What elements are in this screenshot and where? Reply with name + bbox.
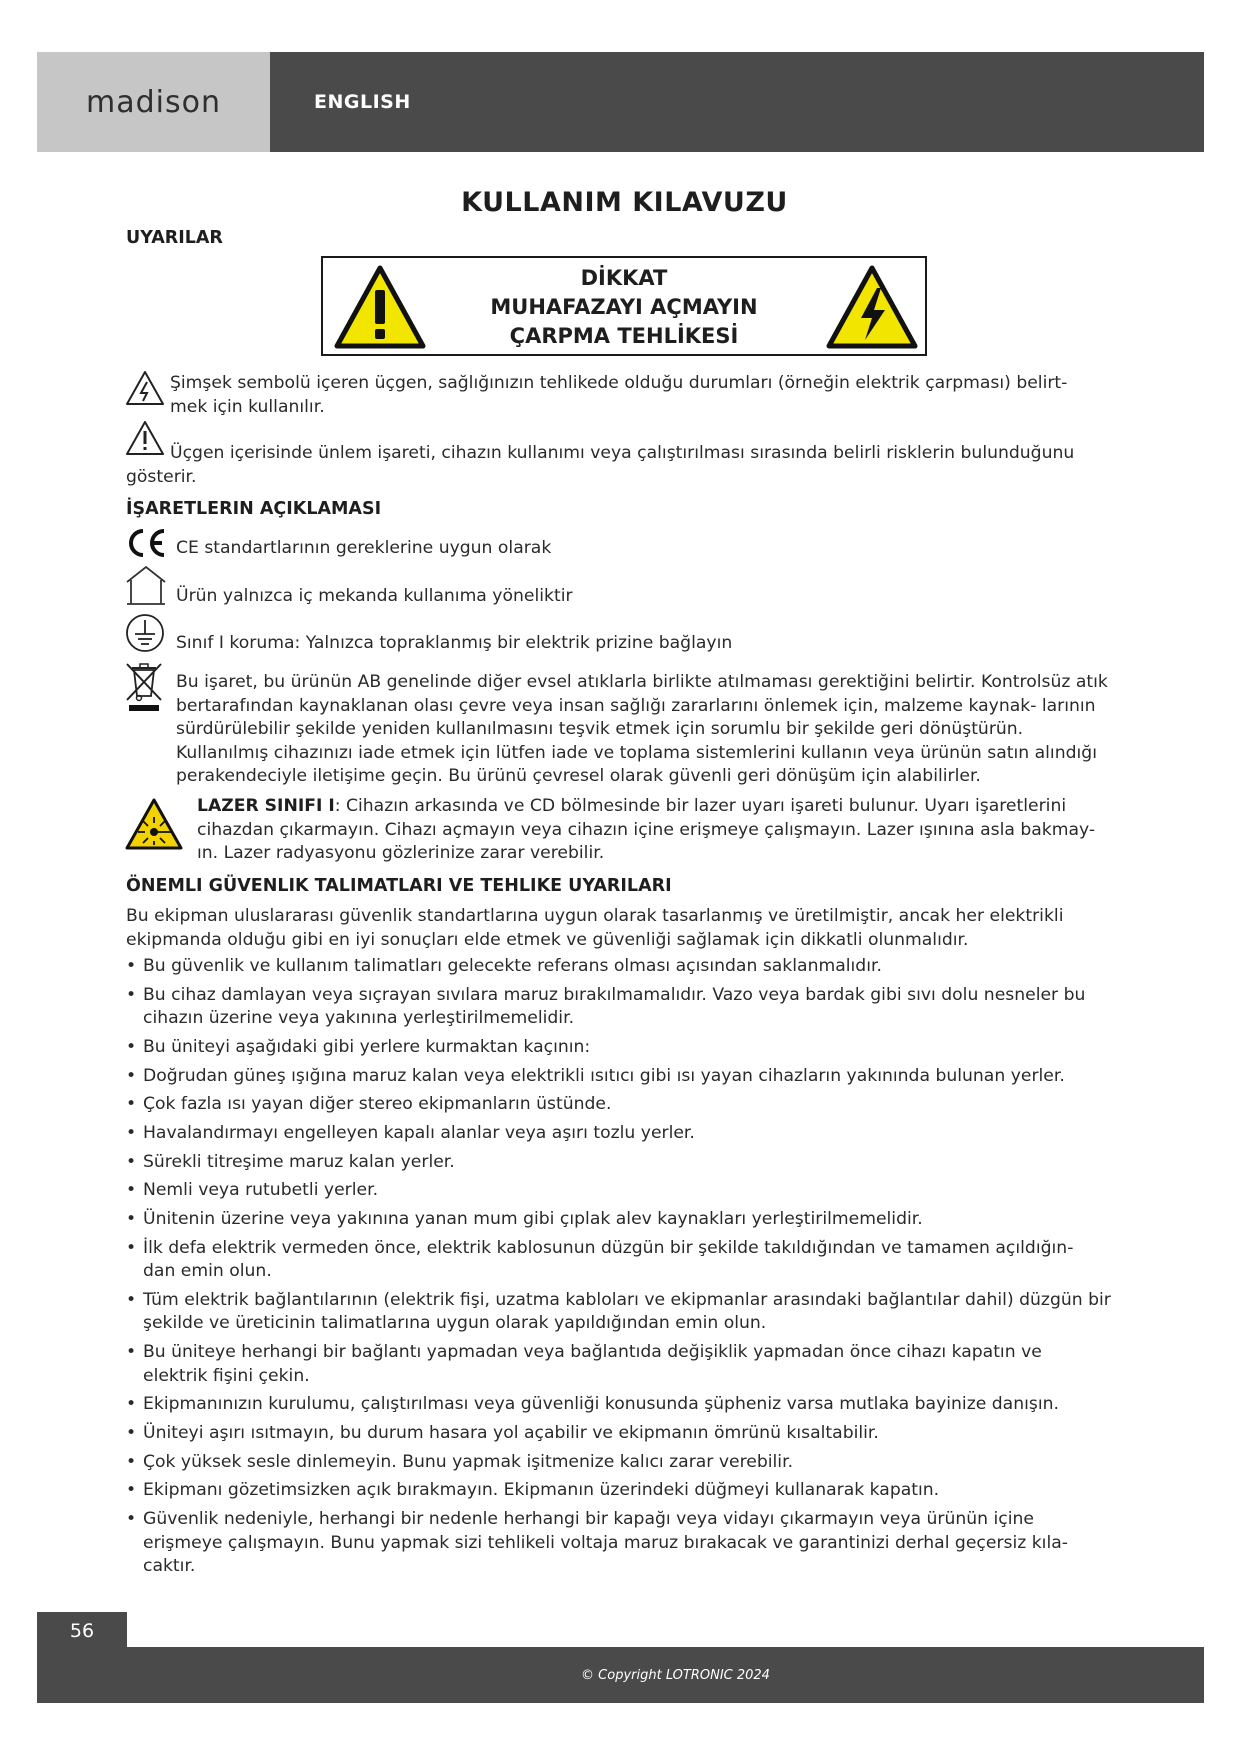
language-label: ENGLISH (314, 91, 411, 113)
page-number: 56 (37, 1612, 127, 1650)
caution-box (321, 256, 927, 356)
laser-class-label: LAZER SINIFI I (197, 796, 335, 816)
indoor-text: Ürün yalnızca iç mekanda kullanıma yöneliktir (176, 586, 573, 606)
warnings-heading: UYARILAR (126, 228, 223, 248)
weee-paragraph: Bu işaret, bu ürünün AB genelinde diğer evsel atıklarla birlikte atılmaması gerektiğini belirtir. Kontrolsüz atık bertarafından kaynaklanan olası çevre veya insan sağlığı zararlarını önlemek için, malzeme kaynak- larının sürdürülebilir şekilde yeniden kullanılmasını teşvik etmek için sorumlu bir şekilde geri dönüştürün. Kullanılmış cihazınızı iade etmek için lütfen iade ve toplama sistemlerini kullanın veya ürünün satın alındığı perakendeciyle iletişime geçin. Bu ürünü çevresel olarak güvenli geri dönüşüm için alabilirler. (176, 672, 1108, 786)
class1-text: Sınıf I koruma: Yalnızca topraklanmış bir elektrik prizine bağlayın (176, 633, 733, 653)
list-item: • Güvenlik nedeniyle, herhangi bir nedenle herhangi bir kapağı veya vidayı çıkarmayın veya ürünün içine erişmeye çalışmayın. Bunu yapmak sizi tehlikeli voltaja maruz bırakacak ve garantinizi derhal geçersiz kıla- caktır. (126, 1508, 1111, 1579)
page-header (37, 52, 1204, 152)
exclamation-explanation: Üçgen içerisinde ünlem işareti, cihazın kullanımı veya çalıştırılması sırasında belirli risklerin bulunduğunu gösterir. (126, 443, 1075, 487)
list-item: • Bu cihaz damlayan veya sıçrayan sıvılara maruz bırakılmamalıdır. Vazo veya bardak gibi sıvı dolu nesneler bu cihazın üzerine veya yakınına yerleştirilmemelidir. (126, 984, 1111, 1031)
list-item: • Ünitenin üzerine veya yakınına yanan mum gibi çıplak alev kaynakları yerleştirilmemelidir. (126, 1208, 1111, 1232)
list-item: • Üniteyi aşırı ısıtmayın, bu durum hasara yol açabilir ve ekipmanın ömrünü kısaltabilir. (126, 1422, 1111, 1446)
list-item: • Havalandırmayı engelleyen kapalı alanlar veya aşırı tozlu yerler. (126, 1122, 1111, 1146)
ground-class1-icon (124, 612, 166, 654)
laser-warning-icon (124, 797, 184, 851)
list-item: • Çok yüksek sesle dinlemeyin. Bunu yapmak işitmenize kalıcı zarar verebilir. (126, 1451, 1111, 1475)
caution-line-2: MUHAFAZAYI AÇMAYIN (490, 295, 758, 319)
weee-text (126, 671, 1111, 789)
list-item: • İlk defa elektrik vermeden önce, elektrik kablosunun düzgün bir şekilde takıldığından ve tamamen açıldığın- dan emin olun. (126, 1237, 1111, 1284)
safety-heading: ÖNEMLI GÜVENLIK TALIMATLARI VE TEHLIKE UYARILARI (126, 876, 672, 896)
list-item: • Doğrudan güneş ışığına maruz kalan veya elektrikli ısıtıcı gibi ısı yayan cihazların yakınında bulunan yerler. (126, 1065, 1111, 1089)
list-item: • Ekipmanı gözetimsizken açık bırakmayın. Ekipmanın üzerindeki düğmeyi kullanarak kapatın. (126, 1479, 1111, 1503)
list-item: • Tüm elektrik bağlantılarının (elektrik fişi, uzatma kabloları ve ekipmanlar arasındaki bağlantılar dahil) düzgün bir şekilde ve üreticinin talimatlarına uygun olarak yapıldığından emin olun. (126, 1289, 1111, 1336)
list-item: • Nemli veya rutubetli yerler. (126, 1179, 1111, 1203)
safety-intro: Bu ekipman uluslararası güvenlik standartlarına uygun olarak tasarlanmış ve üretilmiştir, ancak her elektrikli ekipmanda olduğu gibi en iyi sonuçları elde etmek ve güvenliği sağlamak için dikkatli olunmalıdır. (126, 906, 1064, 950)
ce-mark-icon (124, 527, 168, 559)
language-bar (270, 52, 1204, 152)
laser-text: : Cihazın arkasında ve CD bölmesinde bir lazer uyarı işareti bulunur. Uyarı işaretlerini cihazdan çıkarmayın. Cihazı açmayın veya cihazın içine erişmeye çalışmayın. Lazer ışınına asla bakmay- ın. Lazer radyasyonu gözlerinize zarar verebilir. (197, 796, 1096, 863)
caution-line-3: ÇARPMA TEHLİKESİ (509, 324, 739, 348)
page-title: KULLANIM KILAVUZU (461, 187, 788, 218)
list-item: • Ekipmanınızın kurulumu, çalıştırılması veya güvenliği konusunda şüpheniz varsa mutlaka bayinize danışın. (126, 1393, 1111, 1417)
symbols-heading: İŞARETLERIN AÇIKLAMASI (126, 499, 382, 519)
page-footer (37, 1647, 1204, 1703)
lightning-explanation: Şimşek sembolü içeren üçgen, sağlığınızın tehlikede olduğu durumları (örneğin elektrik çarpması) belirt- mek için kullanılır. (170, 373, 1068, 417)
list-item: • Bu güvenlik ve kullanım talimatları gelecekte referans olması açısından saklanmalıdır. (126, 955, 1111, 979)
list-item: • Bu üniteyi aşağıdaki gibi yerlere kurmaktan kaçının: (126, 1036, 1111, 1060)
house-indoor-icon (124, 564, 168, 606)
lightning-triangle-icon (825, 264, 919, 350)
brand-logo: madison (86, 84, 221, 120)
lightning-outline-icon (125, 370, 165, 406)
list-item: • Çok fazla ısı yayan diğer stereo ekipmanların üstünde. (126, 1093, 1111, 1117)
list-item: • Bu üniteye herhangi bir bağlantı yapmadan veya bağlantıda değişiklik yapmadan önce cihazı kapatın ve elektrik fişini çekin. (126, 1341, 1111, 1388)
copyright-text: © Copyright LOTRONIC 2024 (581, 1667, 770, 1683)
logo-panel (37, 52, 270, 152)
ce-text: CE standartlarının gereklerine uygun olarak (176, 538, 552, 558)
list-item: • Sürekli titreşime maruz kalan yerler. (126, 1151, 1111, 1175)
caution-line-1: DİKKAT (580, 266, 668, 290)
laser-notice (197, 795, 1117, 866)
safety-list (126, 955, 1111, 1584)
